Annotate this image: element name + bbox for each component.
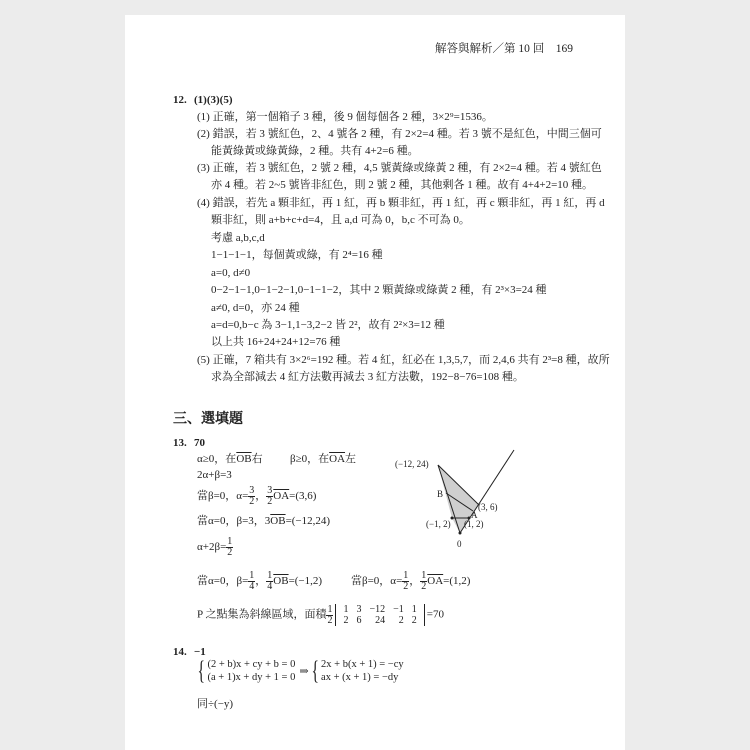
- text: 右: [251, 453, 263, 465]
- q12-line: a≠0, d=0，亦 24 種: [211, 302, 300, 314]
- text: 3: [264, 515, 271, 527]
- q12-line: 以上共 16+24+24+12=76 種: [211, 336, 341, 348]
- q12-line: a=d=0,b−c 為 3−1,1−3,2−2 皆 2²，故有 2²×3=12 種: [211, 319, 445, 331]
- q13-line: [197, 604, 444, 626]
- q13-line: [197, 571, 322, 592]
- q12-line: 能黃綠黃或綠黃綠，2 種。共有 4+2=6 種。: [211, 145, 419, 157]
- denominator: 2: [421, 581, 427, 592]
- q12-line: (4) 錯誤，若先 a 顆非紅，再 1 紅，再 b 顆非紅，再 1 紅，再 c 顆非紅，再 1 紅，再 d: [197, 197, 605, 209]
- text: =(1,2): [443, 575, 471, 588]
- text: α+2β=: [197, 541, 227, 554]
- vector-ob: $\overline{OB}$: [236, 453, 252, 465]
- q12-answer: (1)(3)(5): [194, 94, 233, 106]
- vector-oa: $\overline{OA}$: [273, 490, 290, 503]
- numerator: 1: [267, 570, 273, 581]
- q14-number: 14.: [173, 646, 187, 658]
- label-point: (3, 6): [478, 502, 498, 512]
- matrix-cell: 24: [375, 615, 386, 626]
- label-b: B: [437, 489, 444, 499]
- text: 當β=0，α=: [351, 575, 403, 588]
- text: 當β=0，α=: [197, 490, 249, 503]
- label-origin: 0: [457, 539, 462, 549]
- numerator: 1: [421, 570, 427, 581]
- q13-line: [290, 451, 356, 468]
- system-right: [321, 658, 404, 684]
- label-point: (−1, 2): [426, 519, 451, 529]
- q12-line: (5) 正確，7 箱共有 3×2⁶=192 種。若 4 紅，紅必在 1,3,5,7，而 2,4,6 共有 2³=8 種，故所: [197, 354, 610, 366]
- origin-point: [459, 532, 462, 535]
- matrix-cell: 2: [343, 615, 349, 626]
- q12-line: (1) 正確，第一個箱子 3 種，後 9 個每個各 2 種，3×2⁹=1536。: [197, 111, 493, 123]
- text: =(−1,2): [288, 575, 323, 588]
- q13-line: [197, 537, 233, 558]
- point: [451, 517, 454, 520]
- matrix-cell: 2: [411, 615, 417, 626]
- vector-oa: $\overline{OA}$: [427, 575, 444, 588]
- denominator: 2: [267, 496, 273, 507]
- text: =(−12,24): [285, 515, 331, 527]
- q13-line: [197, 513, 330, 530]
- label-point: (−12, 24): [395, 459, 429, 469]
- text: P 之點集為斜線區域，面積: [197, 608, 327, 621]
- equation: ax + (x + 1) = −dy: [321, 672, 399, 683]
- denominator: 2: [327, 614, 333, 626]
- implies-arrow: ⇒: [299, 665, 309, 678]
- numerator: 1: [403, 570, 409, 581]
- numerator: 3: [267, 485, 273, 496]
- matrix-cell: −12: [369, 604, 386, 615]
- numerator: 1: [327, 603, 333, 615]
- section-title: 三、選填題: [173, 412, 243, 427]
- denominator: 2: [249, 496, 255, 507]
- fraction: [226, 537, 233, 558]
- q12-line: 求為全部減去 4 紅方法數再減去 3 紅方法數，192−8−76=108 種。: [211, 371, 524, 383]
- text: ，: [409, 575, 421, 588]
- matrix-cell: 2: [398, 615, 404, 626]
- matrix-cell: 6: [356, 615, 362, 626]
- text: α≥0，在: [197, 453, 237, 465]
- text: 左: [345, 453, 357, 465]
- label-a: A: [471, 510, 478, 520]
- fraction: [326, 605, 333, 626]
- text: =70: [426, 608, 444, 621]
- q14-line: 同÷(−y): [197, 698, 234, 710]
- label-point: (1, 2): [464, 519, 484, 529]
- vector-ob: $\overline{OB}$: [270, 515, 286, 527]
- system-left: [207, 658, 295, 684]
- numerator: 1: [249, 570, 255, 581]
- q14-answer: −1: [194, 646, 206, 658]
- q12-line: 顆非紅，則 a+b+c+d=4，且 a,d 可為 0，b,c 不可為 0。: [211, 214, 470, 226]
- q12-line: a=0, d≠0: [211, 267, 251, 279]
- vector-ob: $\overline{OB}$: [273, 575, 289, 588]
- q13-answer: 70: [194, 437, 205, 449]
- q12-line: 0−2−1−1,0−1−2−1,0−1−1−2，其中 2 顆黃綠或綠黃 2 種，有 2³×3=24 種: [211, 284, 547, 296]
- numerator: 1: [227, 536, 233, 547]
- denominator: 2: [227, 547, 233, 558]
- text: 當α=0，β=: [197, 575, 249, 588]
- page: [125, 15, 625, 750]
- q12-line: 1−1−1−1，每個黃或綠，有 2⁴=16 種: [211, 249, 383, 261]
- text: =(3,6): [289, 490, 317, 503]
- numerator: 3: [249, 485, 255, 496]
- text: β≥0，在: [290, 453, 330, 465]
- matrix-cell: 1: [411, 604, 417, 615]
- equation: (2 + b)x + cy + b = 0: [207, 659, 296, 670]
- q12-line: (2) 錯誤，若 3 號紅色，2、4 號各 2 種，有 2×2=4 種。若 3 號不是紅色，中間三個可: [197, 128, 602, 140]
- q12-line: (3) 正確，若 3 號紅色，2 號 2 種，4,5 號黃綠或綠黃 2 種，有 2×2=4 種。若 4 號紅色: [197, 162, 602, 174]
- matrix-cell: −1: [393, 604, 404, 615]
- text: ，: [255, 575, 267, 588]
- q13-line: [197, 486, 316, 507]
- vector-oa: $\overline{OA}$: [329, 453, 346, 465]
- q13-number: 13.: [173, 437, 187, 449]
- brace: {: [311, 656, 319, 685]
- q12-line: 考慮 a,b,c,d: [211, 232, 265, 244]
- shoelace-matrix: [335, 604, 424, 626]
- q12-line: 亦 4 種。若 2~5 號皆非紅色，則 2 號 2 種，其他剩各 1 種。故有 4+4+2=10 種。: [211, 179, 594, 191]
- q13-line: [197, 451, 263, 468]
- q12-number: 12.: [173, 94, 187, 106]
- region-figure: [393, 445, 533, 555]
- denominator: 4: [249, 581, 255, 592]
- text: 當α=0，β=3，: [197, 515, 265, 527]
- page-header: 解答與解析／第 10 回 169: [435, 43, 573, 55]
- text: ，: [255, 490, 267, 503]
- q14-system: [195, 658, 404, 684]
- q13-line: [351, 571, 470, 592]
- equation: (a + 1)x + dy + 1 = 0: [207, 672, 296, 683]
- matrix-cell: 3: [356, 604, 362, 615]
- matrix-cell: 1: [343, 604, 349, 615]
- q13-line: 2α+β=3: [197, 469, 232, 481]
- equation: 2x + b(x + 1) = −cy: [321, 659, 404, 670]
- denominator: 2: [403, 581, 409, 592]
- brace: {: [197, 656, 205, 685]
- denominator: 4: [267, 581, 273, 592]
